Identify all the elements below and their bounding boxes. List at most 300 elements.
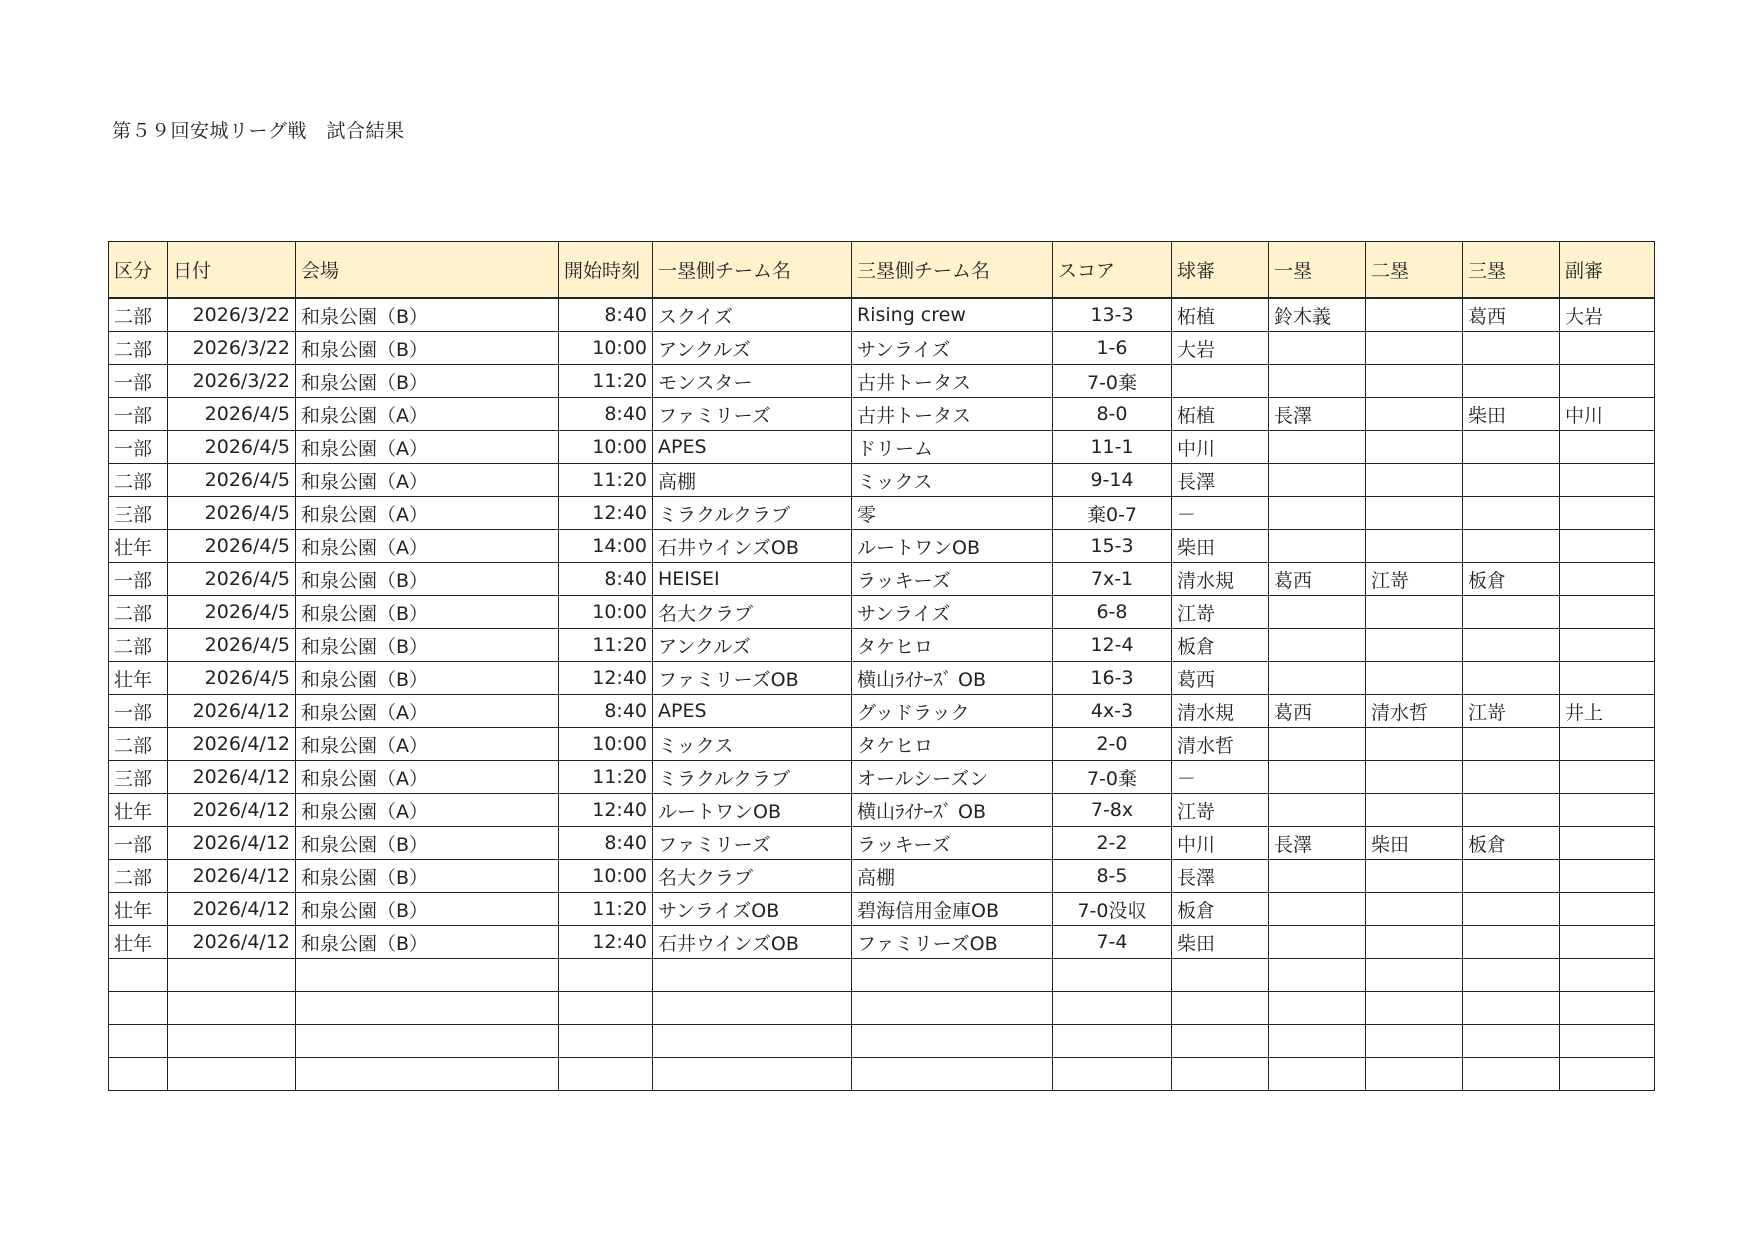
- table-row: [109, 827, 1655, 860]
- cell-venue: 和泉公園（B）: [296, 365, 559, 398]
- cell-third-base-umpire: 板倉: [1463, 827, 1560, 860]
- cell-date: 2026/4/5: [168, 530, 296, 563]
- cell-third-base-team: 高棚: [852, 860, 1053, 893]
- table-row: [109, 629, 1655, 662]
- cell-venue: 和泉公園（B）: [296, 662, 559, 695]
- cell-venue: [296, 1025, 559, 1058]
- cell-date: 2026/4/12: [168, 926, 296, 959]
- cell-assistant-umpire: [1560, 827, 1655, 860]
- cell-assistant-umpire: 中川: [1560, 398, 1655, 431]
- cell-first-base-umpire: [1269, 662, 1366, 695]
- cell-third-base-team: タケヒロ: [852, 629, 1053, 662]
- table-row: [109, 992, 1655, 1025]
- cell-start-time: 10:00: [559, 596, 653, 629]
- cell-assistant-umpire: [1560, 794, 1655, 827]
- cell-assistant-umpire: [1560, 662, 1655, 695]
- cell-start-time: 8:40: [559, 298, 653, 332]
- cell-third-base-team: ラッキーズ: [852, 827, 1053, 860]
- table-row: [109, 761, 1655, 794]
- cell-start-time: [559, 992, 653, 1025]
- cell-date: [168, 992, 296, 1025]
- cell-third-base-team: ドリーム: [852, 431, 1053, 464]
- cell-first-base-umpire: [1269, 629, 1366, 662]
- table-row: [109, 497, 1655, 530]
- col-header-score: スコア: [1053, 242, 1172, 299]
- cell-third-base-umpire: [1463, 794, 1560, 827]
- cell-assistant-umpire: [1560, 563, 1655, 596]
- cell-venue: 和泉公園（A）: [296, 761, 559, 794]
- cell-third-base-umpire: [1463, 860, 1560, 893]
- cell-third-base-team: 零: [852, 497, 1053, 530]
- cell-first-base-umpire: 葛西: [1269, 563, 1366, 596]
- cell-score: 15-3: [1053, 530, 1172, 563]
- cell-third-base-umpire: [1463, 992, 1560, 1025]
- cell-first-base-team: 石井ウインズOB: [653, 926, 852, 959]
- cell-first-base-team: 高棚: [653, 464, 852, 497]
- cell-division: 二部: [109, 728, 168, 761]
- cell-division: 壮年: [109, 530, 168, 563]
- cell-division: 壮年: [109, 662, 168, 695]
- cell-division: 二部: [109, 298, 168, 332]
- col-header-first-base-team: 一塁側チーム名: [653, 242, 852, 299]
- cell-plate-umpire: 柴田: [1172, 926, 1269, 959]
- cell-second-base-umpire: [1366, 530, 1463, 563]
- cell-first-base-team: ミラクルクラブ: [653, 761, 852, 794]
- cell-score: 16-3: [1053, 662, 1172, 695]
- cell-assistant-umpire: [1560, 1058, 1655, 1091]
- cell-third-base-team: ミックス: [852, 464, 1053, 497]
- table-row: [109, 1058, 1655, 1091]
- table-row: [109, 959, 1655, 992]
- cell-start-time: 8:40: [559, 695, 653, 728]
- cell-score: [1053, 1058, 1172, 1091]
- cell-first-base-umpire: [1269, 1058, 1366, 1091]
- cell-first-base-team: APES: [653, 431, 852, 464]
- header-row: [109, 242, 1655, 299]
- cell-plate-umpire: [1172, 1025, 1269, 1058]
- cell-third-base-umpire: [1463, 629, 1560, 662]
- cell-date: [168, 959, 296, 992]
- cell-plate-umpire: 長澤: [1172, 464, 1269, 497]
- cell-division: [109, 992, 168, 1025]
- cell-venue: [296, 959, 559, 992]
- table-row: [109, 464, 1655, 497]
- table-row: [109, 365, 1655, 398]
- cell-first-base-team: 石井ウインズOB: [653, 530, 852, 563]
- cell-division: 壮年: [109, 926, 168, 959]
- cell-division: [109, 1058, 168, 1091]
- cell-second-base-umpire: [1366, 464, 1463, 497]
- cell-venue: 和泉公園（B）: [296, 332, 559, 365]
- col-header-third-base-team: 三塁側チーム名: [852, 242, 1053, 299]
- cell-third-base-umpire: 柴田: [1463, 398, 1560, 431]
- cell-date: 2026/4/12: [168, 728, 296, 761]
- cell-second-base-umpire: [1366, 662, 1463, 695]
- cell-start-time: [559, 1058, 653, 1091]
- cell-score: 7x-1: [1053, 563, 1172, 596]
- cell-third-base-umpire: [1463, 662, 1560, 695]
- table-row: [109, 1025, 1655, 1058]
- cell-first-base-team: サンライズOB: [653, 893, 852, 926]
- col-header-date: 日付: [168, 242, 296, 299]
- cell-assistant-umpire: [1560, 959, 1655, 992]
- cell-date: 2026/4/5: [168, 662, 296, 695]
- cell-start-time: 8:40: [559, 563, 653, 596]
- cell-assistant-umpire: [1560, 431, 1655, 464]
- cell-date: 2026/3/22: [168, 332, 296, 365]
- cell-third-base-umpire: [1463, 332, 1560, 365]
- cell-assistant-umpire: [1560, 365, 1655, 398]
- table-row: [109, 398, 1655, 431]
- cell-division: 一部: [109, 563, 168, 596]
- table-row: [109, 728, 1655, 761]
- table-row: [109, 695, 1655, 728]
- cell-third-base-team: 古井トータス: [852, 398, 1053, 431]
- cell-first-base-umpire: [1269, 926, 1366, 959]
- cell-start-time: 8:40: [559, 398, 653, 431]
- cell-division: [109, 1025, 168, 1058]
- cell-division: 三部: [109, 497, 168, 530]
- cell-start-time: [559, 959, 653, 992]
- cell-venue: 和泉公園（B）: [296, 298, 559, 332]
- cell-venue: 和泉公園（A）: [296, 728, 559, 761]
- cell-first-base-team: 名大クラブ: [653, 596, 852, 629]
- cell-first-base-umpire: [1269, 431, 1366, 464]
- table-row: [109, 596, 1655, 629]
- cell-second-base-umpire: [1366, 893, 1463, 926]
- cell-score: 1-6: [1053, 332, 1172, 365]
- cell-first-base-team: 名大クラブ: [653, 860, 852, 893]
- cell-third-base-umpire: [1463, 761, 1560, 794]
- cell-start-time: 11:20: [559, 464, 653, 497]
- cell-plate-umpire: 柘植: [1172, 398, 1269, 431]
- cell-second-base-umpire: [1366, 298, 1463, 332]
- cell-date: 2026/4/12: [168, 860, 296, 893]
- cell-second-base-umpire: [1366, 629, 1463, 662]
- cell-first-base-team: HEISEI: [653, 563, 852, 596]
- cell-third-base-team: 碧海信用金庫OB: [852, 893, 1053, 926]
- cell-assistant-umpire: [1560, 1025, 1655, 1058]
- table-row: [109, 860, 1655, 893]
- table-row: [109, 926, 1655, 959]
- cell-first-base-umpire: [1269, 893, 1366, 926]
- cell-score: 棄0-7: [1053, 497, 1172, 530]
- cell-venue: 和泉公園（A）: [296, 530, 559, 563]
- cell-third-base-umpire: 板倉: [1463, 563, 1560, 596]
- cell-date: 2026/4/5: [168, 497, 296, 530]
- cell-plate-umpire: 板倉: [1172, 629, 1269, 662]
- results-body: [109, 298, 1655, 1091]
- cell-third-base-team: [852, 1025, 1053, 1058]
- col-header-start-time: 開始時刻: [559, 242, 653, 299]
- cell-first-base-umpire: [1269, 1025, 1366, 1058]
- col-header-division: 区分: [109, 242, 168, 299]
- cell-assistant-umpire: [1560, 629, 1655, 662]
- cell-second-base-umpire: [1366, 497, 1463, 530]
- cell-plate-umpire: 葛西: [1172, 662, 1269, 695]
- cell-venue: 和泉公園（B）: [296, 596, 559, 629]
- cell-assistant-umpire: [1560, 992, 1655, 1025]
- cell-date: 2026/4/12: [168, 695, 296, 728]
- cell-third-base-team: Rising crew: [852, 298, 1053, 332]
- cell-first-base-team: アンクルズ: [653, 332, 852, 365]
- cell-plate-umpire: 中川: [1172, 827, 1269, 860]
- cell-score: [1053, 992, 1172, 1025]
- cell-first-base-umpire: [1269, 530, 1366, 563]
- cell-second-base-umpire: [1366, 761, 1463, 794]
- cell-assistant-umpire: [1560, 464, 1655, 497]
- cell-venue: 和泉公園（B）: [296, 629, 559, 662]
- cell-plate-umpire: [1172, 1058, 1269, 1091]
- cell-third-base-umpire: 江嵜: [1463, 695, 1560, 728]
- page-title: 第５９回安城リーグ戦 試合結果: [112, 120, 405, 142]
- cell-division: 一部: [109, 827, 168, 860]
- cell-second-base-umpire: [1366, 431, 1463, 464]
- cell-third-base-umpire: [1463, 1058, 1560, 1091]
- cell-assistant-umpire: [1560, 893, 1655, 926]
- cell-assistant-umpire: 大岩: [1560, 298, 1655, 332]
- cell-plate-umpire: －: [1172, 497, 1269, 530]
- cell-division: 一部: [109, 431, 168, 464]
- cell-venue: 和泉公園（A）: [296, 431, 559, 464]
- cell-date: [168, 1058, 296, 1091]
- cell-second-base-umpire: [1366, 860, 1463, 893]
- cell-plate-umpire: 中川: [1172, 431, 1269, 464]
- cell-assistant-umpire: [1560, 761, 1655, 794]
- cell-division: 一部: [109, 695, 168, 728]
- cell-start-time: 10:00: [559, 431, 653, 464]
- cell-plate-umpire: 大岩: [1172, 332, 1269, 365]
- cell-date: 2026/4/5: [168, 464, 296, 497]
- cell-first-base-umpire: [1269, 596, 1366, 629]
- cell-venue: 和泉公園（B）: [296, 860, 559, 893]
- cell-score: 4x-3: [1053, 695, 1172, 728]
- cell-assistant-umpire: [1560, 728, 1655, 761]
- col-header-venue: 会場: [296, 242, 559, 299]
- cell-score: 12-4: [1053, 629, 1172, 662]
- cell-date: 2026/3/22: [168, 365, 296, 398]
- cell-first-base-umpire: [1269, 497, 1366, 530]
- cell-date: [168, 1025, 296, 1058]
- cell-start-time: 11:20: [559, 893, 653, 926]
- col-header-first-base-umpire: 一塁: [1269, 242, 1366, 299]
- cell-venue: 和泉公園（A）: [296, 497, 559, 530]
- cell-date: 2026/4/5: [168, 629, 296, 662]
- cell-venue: 和泉公園（B）: [296, 893, 559, 926]
- cell-division: 二部: [109, 596, 168, 629]
- cell-third-base-umpire: [1463, 728, 1560, 761]
- cell-third-base-team: [852, 1058, 1053, 1091]
- cell-plate-umpire: 板倉: [1172, 893, 1269, 926]
- cell-first-base-umpire: [1269, 365, 1366, 398]
- cell-venue: 和泉公園（B）: [296, 926, 559, 959]
- col-header-assistant-umpire: 副審: [1560, 242, 1655, 299]
- cell-date: 2026/4/12: [168, 893, 296, 926]
- cell-assistant-umpire: [1560, 860, 1655, 893]
- cell-plate-umpire: 江嵜: [1172, 794, 1269, 827]
- cell-venue: 和泉公園（B）: [296, 563, 559, 596]
- cell-third-base-team: グッドラック: [852, 695, 1053, 728]
- cell-third-base-team: ラッキーズ: [852, 563, 1053, 596]
- table-row: [109, 662, 1655, 695]
- cell-first-base-team: ミラクルクラブ: [653, 497, 852, 530]
- cell-third-base-umpire: [1463, 926, 1560, 959]
- cell-first-base-umpire: 葛西: [1269, 695, 1366, 728]
- cell-score: 7-4: [1053, 926, 1172, 959]
- cell-score: 7-0棄: [1053, 365, 1172, 398]
- cell-start-time: 10:00: [559, 728, 653, 761]
- cell-division: 一部: [109, 365, 168, 398]
- cell-division: 二部: [109, 860, 168, 893]
- cell-first-base-umpire: [1269, 728, 1366, 761]
- cell-start-time: 12:40: [559, 662, 653, 695]
- cell-first-base-team: ルートワンOB: [653, 794, 852, 827]
- cell-score: 2-0: [1053, 728, 1172, 761]
- cell-second-base-umpire: [1366, 365, 1463, 398]
- cell-score: 9-14: [1053, 464, 1172, 497]
- cell-division: 壮年: [109, 794, 168, 827]
- cell-date: 2026/4/12: [168, 794, 296, 827]
- cell-third-base-umpire: [1463, 1025, 1560, 1058]
- cell-score: 8-5: [1053, 860, 1172, 893]
- cell-plate-umpire: 清水規: [1172, 695, 1269, 728]
- cell-score: 7-8x: [1053, 794, 1172, 827]
- cell-venue: 和泉公園（A）: [296, 464, 559, 497]
- cell-score: 13-3: [1053, 298, 1172, 332]
- cell-score: 8-0: [1053, 398, 1172, 431]
- cell-venue: [296, 1058, 559, 1091]
- cell-score: [1053, 959, 1172, 992]
- cell-plate-umpire: 柴田: [1172, 530, 1269, 563]
- cell-second-base-umpire: [1366, 728, 1463, 761]
- cell-third-base-team: オールシーズン: [852, 761, 1053, 794]
- cell-assistant-umpire: 井上: [1560, 695, 1655, 728]
- cell-division: 二部: [109, 629, 168, 662]
- cell-score: 6-8: [1053, 596, 1172, 629]
- cell-first-base-team: APES: [653, 695, 852, 728]
- cell-third-base-team: ファミリーズOB: [852, 926, 1053, 959]
- cell-plate-umpire: 清水哲: [1172, 728, 1269, 761]
- cell-first-base-team: モンスター: [653, 365, 852, 398]
- cell-second-base-umpire: 清水哲: [1366, 695, 1463, 728]
- cell-first-base-umpire: 鈴木義: [1269, 298, 1366, 332]
- cell-first-base-team: ファミリーズ: [653, 827, 852, 860]
- cell-start-time: 11:20: [559, 629, 653, 662]
- cell-start-time: 10:00: [559, 332, 653, 365]
- cell-plate-umpire: [1172, 959, 1269, 992]
- table-row: [109, 431, 1655, 464]
- cell-start-time: 10:00: [559, 860, 653, 893]
- cell-third-base-umpire: [1463, 431, 1560, 464]
- cell-third-base-umpire: [1463, 959, 1560, 992]
- cell-first-base-team: ファミリーズOB: [653, 662, 852, 695]
- cell-third-base-team: タケヒロ: [852, 728, 1053, 761]
- cell-first-base-team: ミックス: [653, 728, 852, 761]
- cell-first-base-umpire: 長澤: [1269, 827, 1366, 860]
- cell-division: [109, 959, 168, 992]
- cell-first-base-team: [653, 992, 852, 1025]
- cell-start-time: 12:40: [559, 926, 653, 959]
- cell-second-base-umpire: [1366, 1025, 1463, 1058]
- cell-date: 2026/4/12: [168, 827, 296, 860]
- cell-third-base-umpire: 葛西: [1463, 298, 1560, 332]
- cell-first-base-umpire: [1269, 860, 1366, 893]
- cell-first-base-umpire: [1269, 464, 1366, 497]
- cell-third-base-team: サンライズ: [852, 596, 1053, 629]
- cell-assistant-umpire: [1560, 926, 1655, 959]
- cell-plate-umpire: [1172, 992, 1269, 1025]
- cell-division: 一部: [109, 398, 168, 431]
- cell-start-time: 11:20: [559, 365, 653, 398]
- cell-third-base-team: [852, 992, 1053, 1025]
- cell-venue: [296, 992, 559, 1025]
- cell-division: 二部: [109, 332, 168, 365]
- cell-division: 二部: [109, 464, 168, 497]
- cell-first-base-team: [653, 959, 852, 992]
- cell-third-base-umpire: [1463, 596, 1560, 629]
- cell-third-base-umpire: [1463, 365, 1560, 398]
- col-header-second-base-umpire: 二塁: [1366, 242, 1463, 299]
- cell-third-base-team: サンライズ: [852, 332, 1053, 365]
- table-row: [109, 893, 1655, 926]
- cell-first-base-umpire: [1269, 761, 1366, 794]
- cell-start-time: 11:20: [559, 761, 653, 794]
- cell-second-base-umpire: [1366, 992, 1463, 1025]
- cell-date: 2026/4/5: [168, 563, 296, 596]
- cell-venue: 和泉公園（A）: [296, 794, 559, 827]
- cell-plate-umpire: 柘植: [1172, 298, 1269, 332]
- cell-first-base-umpire: [1269, 959, 1366, 992]
- cell-start-time: [559, 1025, 653, 1058]
- cell-second-base-umpire: [1366, 596, 1463, 629]
- cell-first-base-team: [653, 1025, 852, 1058]
- cell-first-base-umpire: [1269, 794, 1366, 827]
- cell-first-base-team: アンクルズ: [653, 629, 852, 662]
- cell-division: 三部: [109, 761, 168, 794]
- cell-date: 2026/3/22: [168, 298, 296, 332]
- cell-plate-umpire: 長澤: [1172, 860, 1269, 893]
- cell-venue: 和泉公園（B）: [296, 827, 559, 860]
- cell-second-base-umpire: [1366, 926, 1463, 959]
- table-row: [109, 332, 1655, 365]
- cell-start-time: 14:00: [559, 530, 653, 563]
- results-table: [108, 241, 1655, 1091]
- cell-second-base-umpire: [1366, 794, 1463, 827]
- cell-second-base-umpire: [1366, 1058, 1463, 1091]
- cell-assistant-umpire: [1560, 497, 1655, 530]
- cell-plate-umpire: 清水規: [1172, 563, 1269, 596]
- table-row: [109, 563, 1655, 596]
- cell-assistant-umpire: [1560, 596, 1655, 629]
- cell-plate-umpire: －: [1172, 761, 1269, 794]
- cell-second-base-umpire: 柴田: [1366, 827, 1463, 860]
- cell-third-base-team: ルートワンOB: [852, 530, 1053, 563]
- cell-score: 7-0没収: [1053, 893, 1172, 926]
- cell-venue: 和泉公園（A）: [296, 398, 559, 431]
- cell-date: 2026/4/5: [168, 398, 296, 431]
- col-header-plate-umpire: 球審: [1172, 242, 1269, 299]
- cell-third-base-umpire: [1463, 464, 1560, 497]
- cell-plate-umpire: [1172, 365, 1269, 398]
- cell-assistant-umpire: [1560, 530, 1655, 563]
- cell-third-base-umpire: [1463, 893, 1560, 926]
- cell-third-base-team: 横山ﾗｲﾅｰｽﾞ OB: [852, 662, 1053, 695]
- cell-date: 2026/4/5: [168, 431, 296, 464]
- cell-assistant-umpire: [1560, 332, 1655, 365]
- cell-score: 7-0棄: [1053, 761, 1172, 794]
- cell-first-base-team: スクイズ: [653, 298, 852, 332]
- cell-second-base-umpire: [1366, 398, 1463, 431]
